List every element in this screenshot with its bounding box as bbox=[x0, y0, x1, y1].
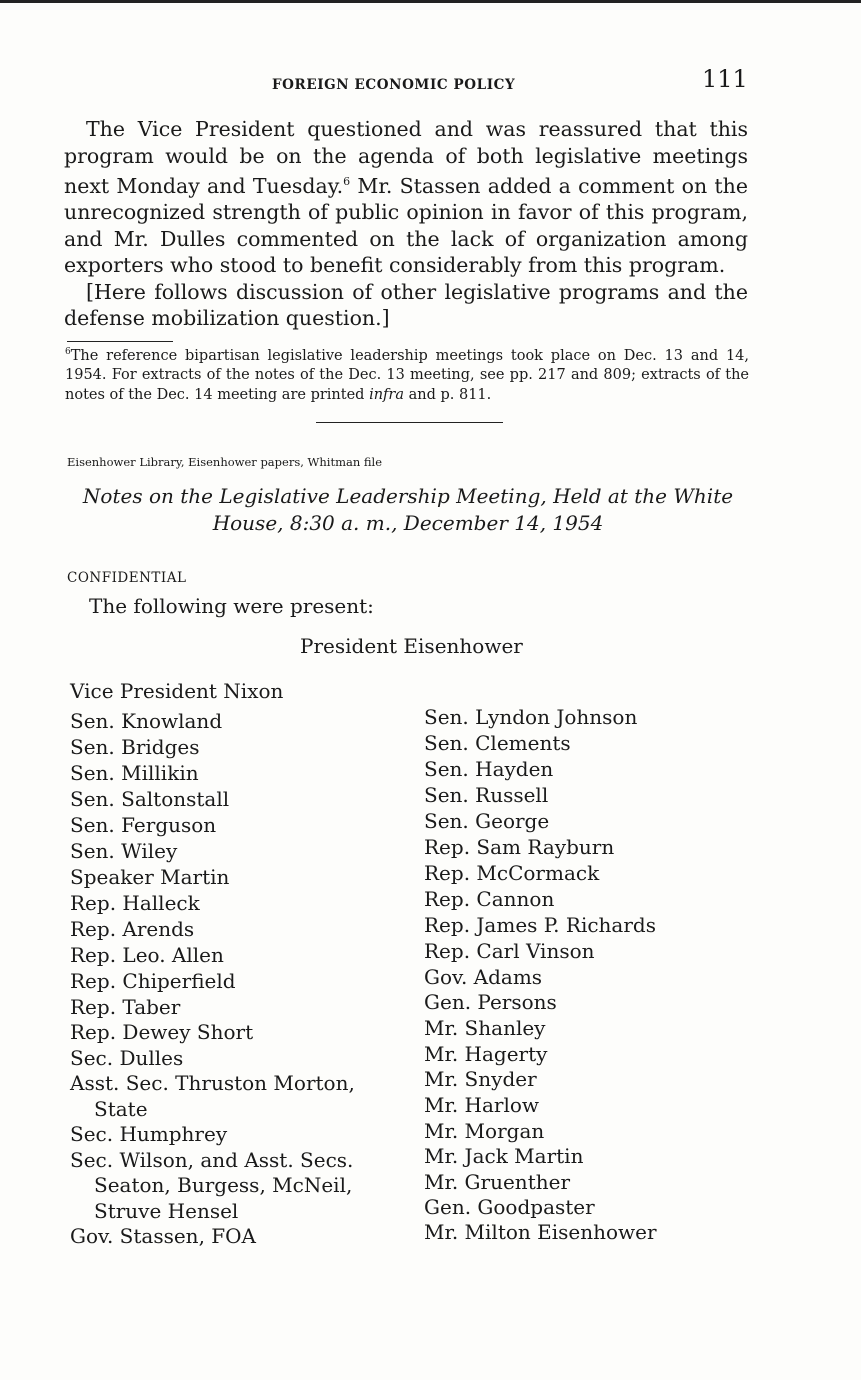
attendee-right: Gen. Persons bbox=[424, 990, 557, 1014]
section-divider bbox=[316, 422, 503, 423]
attendee-right: Mr. Milton Eisenhower bbox=[424, 1220, 657, 1244]
attendee-left: Rep. Leo. Allen bbox=[70, 943, 224, 967]
document-title bbox=[80, 483, 736, 537]
president-entry: President Eisenhower bbox=[300, 634, 523, 658]
page-number: 111 bbox=[702, 65, 748, 93]
attendee-right: Gen. Goodpaster bbox=[424, 1195, 595, 1219]
attendee-right: Mr. Morgan bbox=[424, 1119, 545, 1143]
classification: CONFIDENTIAL bbox=[67, 570, 187, 586]
paragraph-1-continuation: Mr. Stassen added a comment on the unrecognized strength of public opinion in favor of this program, and Mr. Dulles commented on the lack of organization among exporters who stood to benefit considerably from this program. bbox=[64, 173, 748, 278]
footnote-italic: infra bbox=[369, 386, 404, 403]
footnote-ref: 6 bbox=[343, 175, 351, 188]
attendee-right: Gov. Adams bbox=[424, 965, 543, 989]
attendance-intro: The following were present: bbox=[89, 594, 374, 618]
title-line-2: House, 8:30 a. m., December 14, 1954 bbox=[212, 511, 604, 535]
attendee-left: Sen. Millikin bbox=[70, 761, 199, 785]
paragraph-2: [Here follows discussion of other legislative programs and the defense mobilization question.] bbox=[64, 279, 748, 331]
attendee-right: Rep. Cannon bbox=[424, 887, 555, 911]
attendee-right: Sen. George bbox=[424, 809, 550, 833]
attendee-left: Rep. Chiperfield bbox=[70, 969, 236, 993]
attendee-right: Rep. McCormack bbox=[424, 861, 600, 885]
attendee-right: Rep. James P. Richards bbox=[424, 913, 656, 937]
attendee-right: Mr. Gruenther bbox=[424, 1170, 571, 1194]
attendee-right: Sen. Clements bbox=[424, 731, 571, 755]
attendee-left: Sen. Wiley bbox=[70, 839, 178, 863]
attendee-right: Mr. Jack Martin bbox=[424, 1144, 584, 1168]
attendee-left: Sen. Saltonstall bbox=[70, 787, 230, 811]
attendee-right: Rep. Sam Rayburn bbox=[424, 835, 615, 859]
attendee-left: Sec. Dulles bbox=[70, 1046, 184, 1070]
attendee-left: Rep. Halleck bbox=[70, 891, 200, 915]
attendee-right: Sen. Hayden bbox=[424, 757, 554, 781]
attendee-left: Sen. Ferguson bbox=[70, 813, 217, 837]
footnote-marker: 6 bbox=[65, 347, 71, 357]
attendee-right: Sen. Lyndon Johnson bbox=[424, 705, 638, 729]
vice-president-entry: Vice President Nixon bbox=[70, 679, 284, 703]
footnote bbox=[65, 343, 749, 405]
attendee-left: Speaker Martin bbox=[70, 865, 230, 889]
attendee-left: Rep. Arends bbox=[70, 917, 195, 941]
running-head: FOREIGN ECONOMIC POLICY bbox=[272, 77, 516, 93]
attendee-right: Mr. Hagerty bbox=[424, 1042, 548, 1066]
attendee-left: Sen. Knowland bbox=[70, 709, 223, 733]
body-text bbox=[64, 116, 748, 332]
document-source: Eisenhower Library, Eisenhower papers, Whitman file bbox=[67, 455, 383, 469]
attendee-left: Sec. Humphrey bbox=[70, 1122, 228, 1146]
footnote-divider bbox=[67, 341, 173, 342]
top-border bbox=[0, 0, 861, 3]
attendee-left: Rep. Dewey Short bbox=[70, 1020, 254, 1044]
paragraph-1 bbox=[64, 116, 748, 279]
attendee-left: Asst. Sec. Thruston Morton, bbox=[70, 1071, 355, 1095]
attendee-right: Mr. Shanley bbox=[424, 1016, 546, 1040]
attendee-left: Rep. Taber bbox=[70, 995, 181, 1019]
title-line-1: Notes on the Legislative Leadership Meeting, Held at the White bbox=[82, 484, 734, 508]
attendee-right: Rep. Carl Vinson bbox=[424, 939, 595, 963]
attendee-right: Mr. Harlow bbox=[424, 1093, 540, 1117]
attendee-right: Sen. Russell bbox=[424, 783, 549, 807]
attendee-left: Sen. Bridges bbox=[70, 735, 200, 759]
footnote-text-2: and p. 811. bbox=[403, 386, 492, 403]
attendee-right: Mr. Snyder bbox=[424, 1067, 537, 1091]
attendee-left: State bbox=[94, 1097, 148, 1121]
attendee-left: Sec. Wilson, and Asst. Secs. bbox=[70, 1148, 354, 1172]
attendee-left: Gov. Stassen, FOA bbox=[70, 1224, 256, 1248]
footnote-text-1: The reference bipartisan legislative leadership meetings took place on Dec. 13 and 14, 1954. For extracts of the notes of the Dec. 13 meeting, see pp. 217 and 809; extracts of the notes of the Dec. 14 meeting are printed bbox=[65, 347, 749, 403]
paragraph-1-text: The Vice President questioned and was reassured that this program would be on the agenda of both legislative meetings next Monday and Tuesday. bbox=[64, 117, 748, 198]
attendee-left: Struve Hensel bbox=[94, 1199, 239, 1223]
attendee-left: Seaton, Burgess, McNeil, bbox=[94, 1173, 353, 1197]
